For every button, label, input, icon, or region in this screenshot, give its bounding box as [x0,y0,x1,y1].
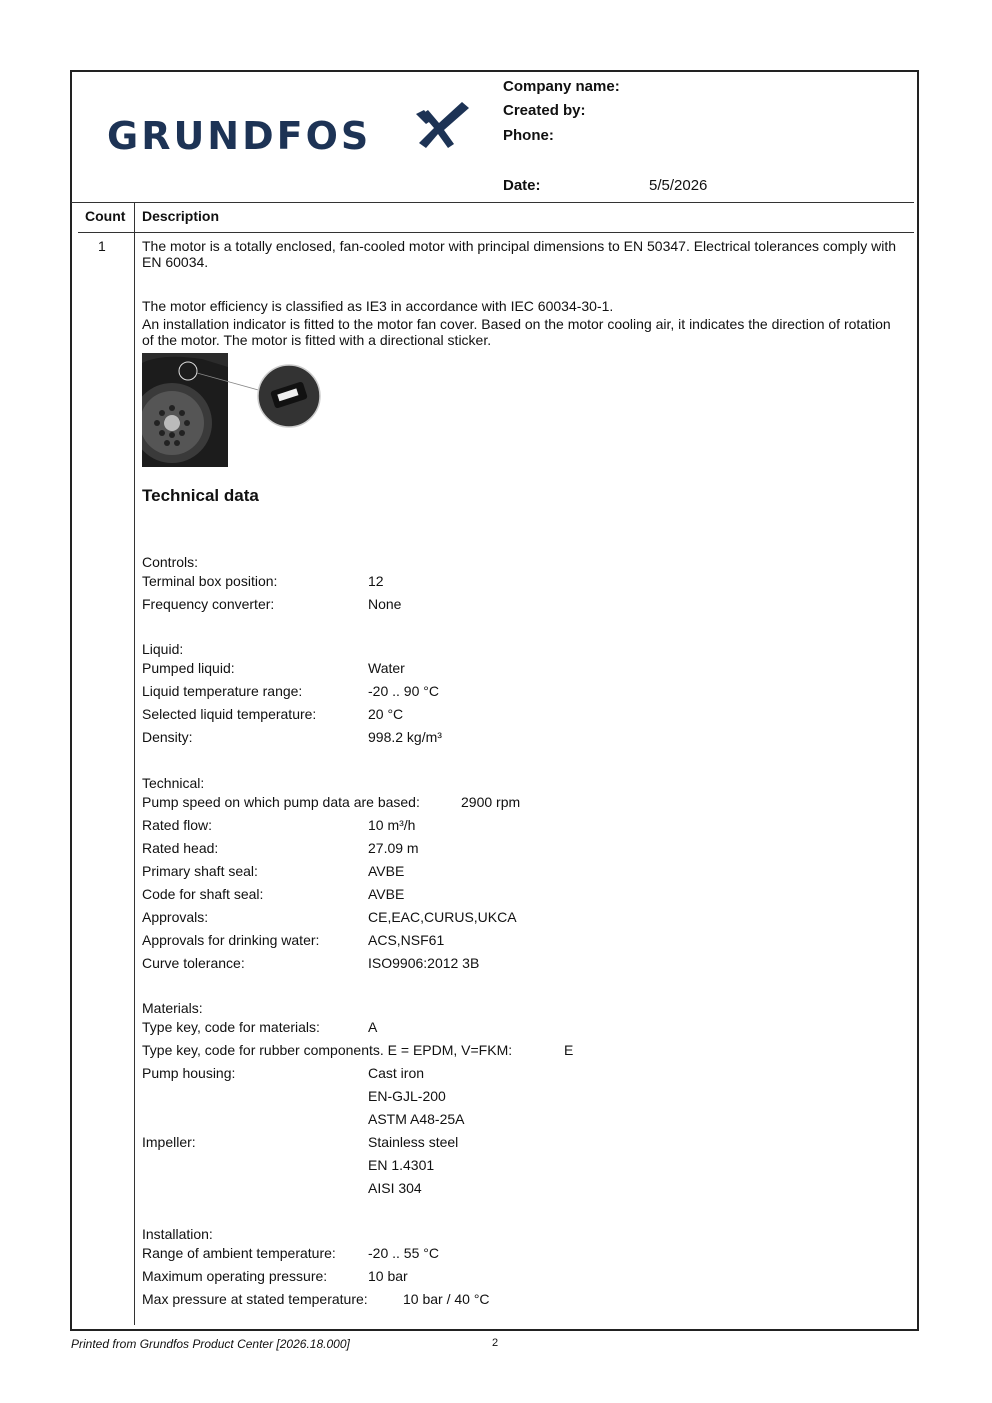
approvals-value: CE,EAC,CURUS,UKCA [368,909,517,925]
type-key-materials-label: Type key, code for materials: [142,1019,320,1035]
type-key-materials-value: A [368,1019,378,1035]
max-operating-pressure-value: 10 bar [368,1268,408,1284]
pump-housing-label: Pump housing: [142,1065,236,1081]
frequency-converter-label: Frequency converter: [142,596,275,612]
date-value: 5/5/2026 [649,177,708,194]
motor-fan-cover-image [142,353,322,467]
page-number: 2 [492,1337,499,1349]
code-shaft-seal-label: Code for shaft seal: [142,886,264,902]
code-shaft-seal-value: AVBE [368,886,405,902]
selected-temperature-label: Selected liquid temperature: [142,706,317,722]
installation-indicator-text: An installation indicator is fitted to the motor fan cover. Based on the motor cooling air, it indicates the direction of rotation of the motor. The motor is fitted with a directional sticker. [142,316,891,348]
terminal-box-label: Terminal box position: [142,573,278,589]
rated-head-label: Rated head: [142,840,219,856]
rubber-components-value: E [564,1042,574,1058]
pump-speed-label: Pump speed on which pump data are based: [142,794,420,810]
drinking-water-approvals-label: Approvals for drinking water: [142,932,320,948]
grundfos-x-icon [414,100,470,150]
pumped-liquid-value: Water [368,660,405,676]
efficiency-text: The motor efficiency is classified as IE3 in accordance with IEC 60034-30-1. [142,298,614,314]
column-header-count: Count [85,208,126,224]
technical-heading: Technical: [142,775,205,791]
max-operating-pressure-label: Maximum operating pressure: [142,1268,328,1284]
header-divider [71,202,914,203]
date-label: Date: [503,177,541,194]
row-count: 1 [98,238,106,254]
approvals-label: Approvals: [142,909,209,925]
ambient-temperature-value: -20 .. 55 °C [368,1245,439,1261]
column-divider [134,203,135,1325]
rubber-components-label: Type key, code for rubber components. E = EPDM, V=FKM: [142,1042,513,1058]
controls-heading: Controls: [142,554,199,570]
rated-head-value: 27.09 m [368,840,419,856]
curve-tolerance-value: ISO9906:2012 3B [368,955,480,971]
temperature-range-label: Liquid temperature range: [142,683,303,699]
created-by-label: Created by: [503,102,586,119]
pumped-liquid-label: Pumped liquid: [142,660,235,676]
primary-shaft-seal-label: Primary shaft seal: [142,863,258,879]
installation-heading: Installation: [142,1226,213,1242]
rated-flow-value: 10 m³/h [368,817,416,833]
primary-shaft-seal-value: AVBE [368,863,405,879]
pump-housing-value: Cast iron [368,1065,425,1081]
pump-housing-value: EN-GJL-200 [368,1088,446,1104]
rated-flow-label: Rated flow: [142,817,213,833]
impeller-label: Impeller: [142,1134,196,1150]
impeller-value: Stainless steel [368,1134,459,1150]
density-value: 998.2 kg/m³ [368,729,442,745]
column-header-description: Description [142,208,220,224]
max-pressure-stated-label: Max pressure at stated temperature: [142,1291,368,1307]
selected-temperature-value: 20 °C [368,706,404,722]
technical-data-title: Technical data [142,486,259,505]
temperature-range-value: -20 .. 90 °C [368,683,439,699]
curve-tolerance-label: Curve tolerance: [142,955,245,971]
max-pressure-stated-value: 10 bar / 40 °C [403,1291,490,1307]
liquid-heading: Liquid: [142,641,184,657]
terminal-box-value: 12 [368,573,384,589]
table-header-divider [78,232,914,233]
motor-description: The motor is a totally enclosed, fan-cooled motor with principal dimensions to EN 50347. Electrical tolerances comply with EN 60034. [142,238,897,270]
printed-footer: Printed from Grundfos Product Center [2026.18.000] [71,1337,350,1351]
phone-label: Phone: [503,127,554,144]
company-name-label: Company name: [503,78,620,95]
pump-speed-value: 2900 rpm [461,794,521,810]
impeller-value: AISI 304 [368,1180,422,1196]
logo-wordmark: GRUNDFOS [107,114,372,158]
impeller-value: EN 1.4301 [368,1157,435,1173]
density-label: Density: [142,729,193,745]
materials-heading: Materials: [142,1000,203,1016]
drinking-water-approvals-value: ACS,NSF61 [368,932,445,948]
ambient-temperature-label: Range of ambient temperature: [142,1245,336,1261]
frequency-converter-value: None [368,596,402,612]
pump-housing-value: ASTM A48-25A [368,1111,465,1127]
